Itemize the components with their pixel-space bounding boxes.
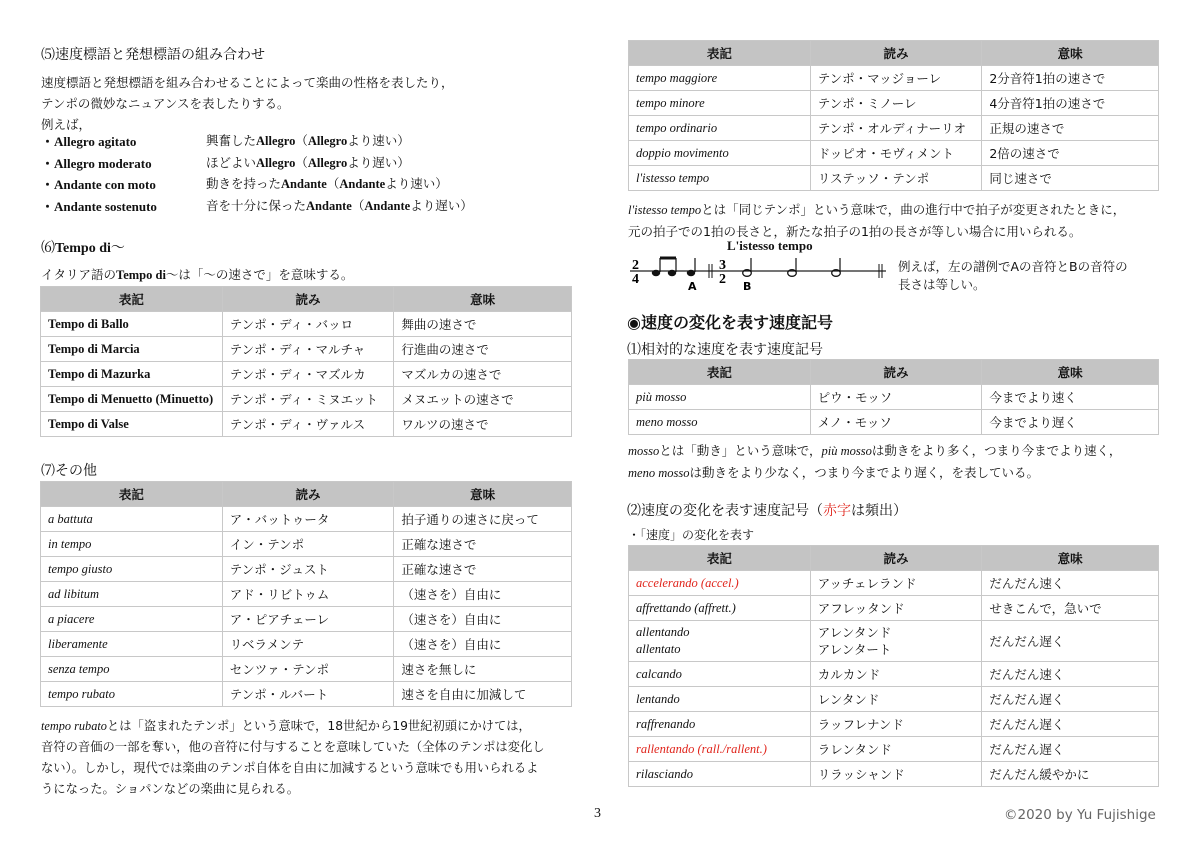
table-row bbox=[41, 507, 572, 532]
cell-reading bbox=[810, 737, 982, 762]
cell-reading: テンポ・ルバート bbox=[222, 682, 394, 707]
note-term: tempo rubato bbox=[41, 719, 107, 733]
cell-reading: テンポ・ディ・マズルカ bbox=[222, 362, 394, 387]
cell-notation: Tempo di Menuetto (Minuetto) bbox=[41, 387, 223, 412]
page-number: 3 bbox=[594, 806, 601, 821]
heading-red-text: 赤字 bbox=[823, 503, 851, 519]
heading-number: ⑹ bbox=[41, 240, 55, 256]
example-meaning bbox=[206, 153, 410, 171]
header-notation: 表記 bbox=[629, 546, 811, 571]
cell-notation bbox=[629, 737, 811, 762]
score-title: L'istesso tempo bbox=[727, 238, 813, 253]
cell-notation bbox=[629, 712, 811, 737]
relative-tempo-table bbox=[628, 359, 1159, 435]
cell-notation: tempo giusto bbox=[41, 557, 223, 582]
cell-notation: tempo maggiore bbox=[629, 66, 811, 91]
table-row bbox=[41, 532, 572, 557]
table-row bbox=[41, 632, 572, 657]
note-text: は動きをより多く，つまり今までより速く， bbox=[871, 443, 1122, 458]
header-meaning: 意味 bbox=[982, 41, 1159, 66]
table-row bbox=[629, 91, 1159, 116]
paragraph-line: 音符の音価の一部を奪い，他の音符に付与することを意味していた（全体のテンポは変化し bbox=[41, 740, 545, 754]
cell-reading: テンポ・オルディナーリオ bbox=[810, 116, 982, 141]
table-row bbox=[629, 621, 1159, 662]
table-row bbox=[41, 412, 572, 437]
cell-notation: a battuta bbox=[41, 507, 223, 532]
table-row bbox=[41, 362, 572, 387]
reading-line: レンタンド bbox=[817, 692, 880, 707]
cell-meaning: だんだん遅く bbox=[982, 737, 1159, 762]
example-term: ・Andante sostenuto bbox=[41, 198, 157, 214]
table-row bbox=[629, 385, 1159, 410]
table-row bbox=[629, 166, 1159, 191]
header-reading: 読み bbox=[810, 360, 982, 385]
cell-meaning: 今までより遅く bbox=[982, 410, 1159, 435]
cell-meaning: だんだん遅く bbox=[982, 712, 1159, 737]
copyright: ©2020 by Yu Fujishige bbox=[1004, 807, 1156, 823]
time-signature-1-top: 2 bbox=[632, 258, 639, 273]
example-meaning bbox=[206, 131, 410, 149]
cell-meaning: だんだん速く bbox=[982, 662, 1159, 687]
cell-notation: l'istesso tempo bbox=[629, 166, 811, 191]
cell-meaning: 行進曲の速さで bbox=[394, 337, 572, 362]
reading-line: アレンタンド bbox=[817, 625, 892, 640]
note-label-a: A bbox=[688, 280, 697, 292]
table-row bbox=[41, 607, 572, 632]
cell-reading: イン・テンポ bbox=[222, 532, 394, 557]
note-term: mosso bbox=[628, 444, 660, 458]
notation-line: raffrenando bbox=[636, 716, 696, 731]
meaning-term: Allegro bbox=[256, 155, 296, 170]
cell-meaning: （速さを）自由に bbox=[394, 632, 572, 657]
section-r2-heading bbox=[627, 500, 907, 520]
cell-meaning: だんだん遅く bbox=[982, 621, 1159, 662]
table-row bbox=[629, 762, 1159, 787]
table-row bbox=[41, 657, 572, 682]
cell-notation: più mosso bbox=[629, 385, 811, 410]
caption-line: 長さは等しい。 bbox=[898, 277, 986, 292]
reading-line: カルカンド bbox=[817, 667, 881, 682]
meaning-text: 動きを持った bbox=[206, 176, 282, 191]
other-tempo-table bbox=[40, 481, 572, 707]
note-text: は動きをより少なく，つまり今までより遅く，を表している。 bbox=[689, 465, 1039, 480]
paragraph-line: ない）。しかし，現代では楽曲のテンポ自体を自由に加減するという意味でも用いられるよ bbox=[41, 761, 539, 775]
table-row bbox=[41, 557, 572, 582]
cell-meaning: （速さを）自由に bbox=[394, 582, 572, 607]
cell-meaning: だんだん速く bbox=[982, 571, 1159, 596]
paragraph-line: 例えば， bbox=[41, 117, 92, 132]
table-row bbox=[629, 410, 1159, 435]
cell-notation: tempo ordinario bbox=[629, 116, 811, 141]
meaning-text: より速い） bbox=[385, 176, 448, 191]
note-text: とは「盗まれたテンポ」という意味で，18世紀から19世紀初頭にかけては， bbox=[106, 719, 531, 733]
cell-reading: テンポ・ディ・マルチャ bbox=[222, 337, 394, 362]
reading-line: アフレッタンド bbox=[817, 601, 905, 616]
note-label-b: B bbox=[743, 280, 752, 292]
meaning-term: Andante bbox=[364, 198, 411, 213]
cell-notation bbox=[629, 596, 811, 621]
cell-notation: doppio movimento bbox=[629, 141, 811, 166]
header-meaning: 意味 bbox=[982, 360, 1159, 385]
cell-reading: リベラメンテ bbox=[222, 632, 394, 657]
example-term: ・Allegro agitato bbox=[41, 134, 137, 149]
note-text: とは「同じテンポ」という意味で，曲の進行中で拍子が変更されたときに， bbox=[701, 202, 1126, 217]
meaning-text: （ bbox=[326, 176, 340, 191]
table-row bbox=[629, 116, 1159, 141]
cell-reading: ア・ピアチェーレ bbox=[222, 607, 394, 632]
section-r1-heading: ⑴相対的な速度を表す速度記号 bbox=[627, 342, 823, 358]
meaning-text: 音を十分に保った bbox=[206, 197, 307, 213]
notation-line: accelerando (accel.) bbox=[636, 575, 739, 590]
cell-reading: ア・バットゥータ bbox=[222, 507, 394, 532]
example-term: ・Andante con moto bbox=[41, 177, 156, 192]
meaning-text: ほどよい bbox=[206, 154, 257, 170]
reading-line: リラッシャンド bbox=[817, 767, 905, 782]
notation-line: calcando bbox=[636, 666, 682, 681]
cell-notation: tempo rubato bbox=[41, 682, 223, 707]
cell-reading: テンポ・マッジョーレ bbox=[810, 66, 982, 91]
cell-reading: テンポ・ジュスト bbox=[222, 557, 394, 582]
cell-notation: meno mosso bbox=[629, 410, 811, 435]
cell-meaning: マズルカの速さで bbox=[394, 362, 572, 387]
note-term: l'istesso tempo bbox=[628, 203, 702, 217]
meaning-term: Allegro bbox=[307, 134, 348, 148]
cell-reading: ドッピオ・モヴィメント bbox=[810, 141, 982, 166]
meaning-term: Andante bbox=[306, 198, 352, 213]
caption-line: 例えば，左の譜例でAの音符とBの音符の bbox=[898, 259, 1128, 274]
paragraph-line: テンポの微妙なニュアンスを表したりする。 bbox=[41, 96, 290, 111]
table-row bbox=[41, 387, 572, 412]
note-text: とは「動き」という意味で， bbox=[659, 443, 822, 458]
meaning-term: Andante bbox=[281, 177, 327, 191]
cell-reading bbox=[810, 762, 982, 787]
music-score-example bbox=[626, 252, 891, 292]
heading-text: ⑵速度の変化を表す速度記号（ bbox=[627, 503, 823, 519]
section-5-heading: ⑸速度標語と発想標語の組み合わせ bbox=[41, 47, 265, 63]
section-7-heading: ⑺その他 bbox=[41, 463, 97, 479]
intro-text: イタリア語の bbox=[41, 267, 117, 282]
cell-meaning: 4分音符1拍の速さで bbox=[982, 91, 1159, 116]
table-row bbox=[629, 687, 1159, 712]
cell-meaning: 同じ速さで bbox=[982, 166, 1159, 191]
table-row bbox=[41, 682, 572, 707]
cell-reading: センツァ・テンポ bbox=[222, 657, 394, 682]
cell-meaning: だんだん緩やかに bbox=[982, 762, 1159, 787]
paragraph-line bbox=[628, 462, 1121, 484]
cell-notation: ad libitum bbox=[41, 582, 223, 607]
paragraph-line bbox=[628, 199, 1125, 221]
meaning-text: （ bbox=[351, 197, 365, 213]
cell-reading bbox=[810, 662, 982, 687]
notation-line: lentando bbox=[636, 691, 680, 706]
header-reading: 読み bbox=[222, 482, 394, 507]
cell-meaning: 速さを自由に加減して bbox=[394, 682, 572, 707]
cell-notation: in tempo bbox=[41, 532, 223, 557]
notation-line: rallentando (rall./rallent.) bbox=[636, 741, 767, 756]
header-notation: 表記 bbox=[629, 41, 811, 66]
cell-reading bbox=[810, 596, 982, 621]
cell-notation: tempo minore bbox=[629, 91, 811, 116]
section-6-heading bbox=[41, 237, 125, 257]
cell-reading bbox=[810, 687, 982, 712]
meaning-text: （ bbox=[295, 154, 308, 170]
section-r2-sub: ・「速度」の変化を表す bbox=[628, 528, 755, 542]
example-row bbox=[41, 174, 511, 194]
reading-line: ラレンタンド bbox=[817, 742, 892, 757]
table-row bbox=[629, 571, 1159, 596]
paragraph-line: 速度標語と発想標語を組み合わせることによって楽曲の性格を表したり， bbox=[41, 75, 454, 90]
example-meaning bbox=[206, 174, 448, 192]
rubato-note bbox=[41, 716, 545, 800]
cell-reading bbox=[810, 621, 982, 662]
cell-reading: テンポ・ディ・ミヌエット bbox=[222, 387, 394, 412]
table-row bbox=[629, 141, 1159, 166]
table-row bbox=[41, 582, 572, 607]
table-row bbox=[629, 596, 1159, 621]
header-reading: 読み bbox=[810, 546, 982, 571]
header-notation: 表記 bbox=[41, 287, 223, 312]
note-term: meno mosso bbox=[628, 466, 690, 480]
cell-meaning: だんだん遅く bbox=[982, 687, 1159, 712]
notation-line: rilasciando bbox=[636, 766, 693, 781]
cell-reading: テンポ・ディ・バッロ bbox=[222, 312, 394, 337]
paragraph-line bbox=[628, 440, 1121, 462]
reading-line: アッチェレランド bbox=[817, 576, 917, 591]
header-meaning: 意味 bbox=[982, 546, 1159, 571]
cell-notation bbox=[629, 687, 811, 712]
table-row bbox=[629, 712, 1159, 737]
paragraph-line bbox=[41, 716, 545, 737]
istesso-note bbox=[628, 199, 1125, 242]
example-term: ・Allegro moderato bbox=[41, 155, 152, 171]
cell-reading: リステッソ・テンポ bbox=[810, 166, 982, 191]
mosso-note bbox=[628, 440, 1121, 484]
time-signature-2-top: 3 bbox=[719, 258, 726, 273]
heading-tail: 〜 bbox=[110, 240, 125, 256]
score-caption bbox=[898, 256, 1128, 295]
note-term: più mosso bbox=[821, 444, 872, 458]
notation-line: allentato bbox=[636, 642, 681, 656]
cell-meaning: 2分音符1拍の速さで bbox=[982, 66, 1159, 91]
cell-notation bbox=[629, 762, 811, 787]
table-row bbox=[629, 662, 1159, 687]
cell-notation: liberamente bbox=[41, 632, 223, 657]
meaning-text: より速い） bbox=[347, 133, 410, 148]
cell-reading: メノ・モッソ bbox=[810, 410, 982, 435]
reading-line: ラッフレナンド bbox=[817, 717, 904, 732]
header-meaning: 意味 bbox=[394, 482, 572, 507]
cell-reading: アド・リビトゥム bbox=[222, 582, 394, 607]
cell-notation: Tempo di Ballo bbox=[41, 312, 223, 337]
table-row bbox=[41, 312, 572, 337]
cell-meaning: せきこんで，急いで bbox=[982, 596, 1159, 621]
paragraph-line: 元の拍子での1拍の長さと，新たな拍子の1拍の長さが等しい場合に用いられる。 bbox=[628, 224, 1082, 239]
section-5-paragraph bbox=[41, 72, 454, 135]
intro-text: 〜は「〜の速さで」を意味する。 bbox=[165, 267, 354, 282]
table-row bbox=[629, 737, 1159, 762]
example-row bbox=[41, 153, 511, 173]
cell-reading bbox=[810, 712, 982, 737]
table-row bbox=[629, 66, 1159, 91]
example-row bbox=[41, 196, 511, 216]
cell-meaning: 拍子通りの速さに戻って bbox=[394, 507, 572, 532]
notation-line: affrettando (affrett.) bbox=[636, 600, 736, 615]
meaning-text: （ bbox=[295, 133, 308, 148]
section-6-intro bbox=[41, 264, 353, 286]
cell-notation: Tempo di Mazurka bbox=[41, 362, 223, 387]
header-meaning: 意味 bbox=[394, 287, 572, 312]
cell-meaning: 速さを無しに bbox=[394, 657, 572, 682]
example-meaning bbox=[206, 196, 473, 214]
cell-reading: テンポ・ミノーレ bbox=[810, 91, 982, 116]
meaning-text: より遅い） bbox=[410, 197, 473, 213]
time-signature-1-bottom: 4 bbox=[632, 272, 639, 287]
cell-meaning: 正確な速さで bbox=[394, 532, 572, 557]
intro-term: Tempo di bbox=[116, 268, 166, 282]
reading-line: アレンタート bbox=[817, 642, 892, 657]
cell-meaning: 2倍の速さで bbox=[982, 141, 1159, 166]
header-notation: 表記 bbox=[41, 482, 223, 507]
header-reading: 読み bbox=[222, 287, 394, 312]
tempo-relation-table bbox=[628, 40, 1159, 191]
header-notation: 表記 bbox=[629, 360, 811, 385]
heading-term: Tempo di bbox=[55, 241, 111, 256]
paragraph-line: うになった。ショパンなどの楽曲に見られる。 bbox=[41, 782, 299, 796]
cell-notation: Tempo di Marcia bbox=[41, 337, 223, 362]
cell-notation bbox=[629, 662, 811, 687]
time-signature-2-bottom: 2 bbox=[719, 272, 726, 287]
cell-notation bbox=[629, 621, 811, 662]
tempo-change-table bbox=[628, 545, 1159, 787]
tempo-di-table bbox=[40, 286, 572, 437]
main-heading: ◉速度の変化を表す速度記号 bbox=[627, 313, 833, 332]
cell-notation bbox=[629, 571, 811, 596]
heading-text: は頻出） bbox=[851, 503, 907, 519]
example-row bbox=[41, 131, 511, 151]
cell-notation: senza tempo bbox=[41, 657, 223, 682]
meaning-term: Allegro bbox=[256, 134, 296, 148]
table-row bbox=[41, 337, 572, 362]
cell-notation: Tempo di Valse bbox=[41, 412, 223, 437]
cell-meaning: ワルツの速さで bbox=[394, 412, 572, 437]
cell-meaning: 正規の速さで bbox=[982, 116, 1159, 141]
cell-notation: a piacere bbox=[41, 607, 223, 632]
cell-reading: ピウ・モッソ bbox=[810, 385, 982, 410]
cell-meaning: 舞曲の速さで bbox=[394, 312, 572, 337]
meaning-term: Andante bbox=[339, 177, 386, 191]
meaning-text: 興奮した bbox=[206, 133, 257, 148]
notation-line: allentando bbox=[636, 625, 690, 639]
meaning-text: より遅い） bbox=[347, 154, 410, 170]
cell-meaning: （速さを）自由に bbox=[394, 607, 572, 632]
cell-reading bbox=[810, 571, 982, 596]
cell-reading: テンポ・ディ・ヴァルス bbox=[222, 412, 394, 437]
cell-meaning: 今までより速く bbox=[982, 385, 1159, 410]
cell-meaning: 正確な速さで bbox=[394, 557, 572, 582]
meaning-term: Allegro bbox=[307, 155, 348, 170]
header-reading: 読み bbox=[810, 41, 982, 66]
cell-meaning: メヌエットの速さで bbox=[394, 387, 572, 412]
